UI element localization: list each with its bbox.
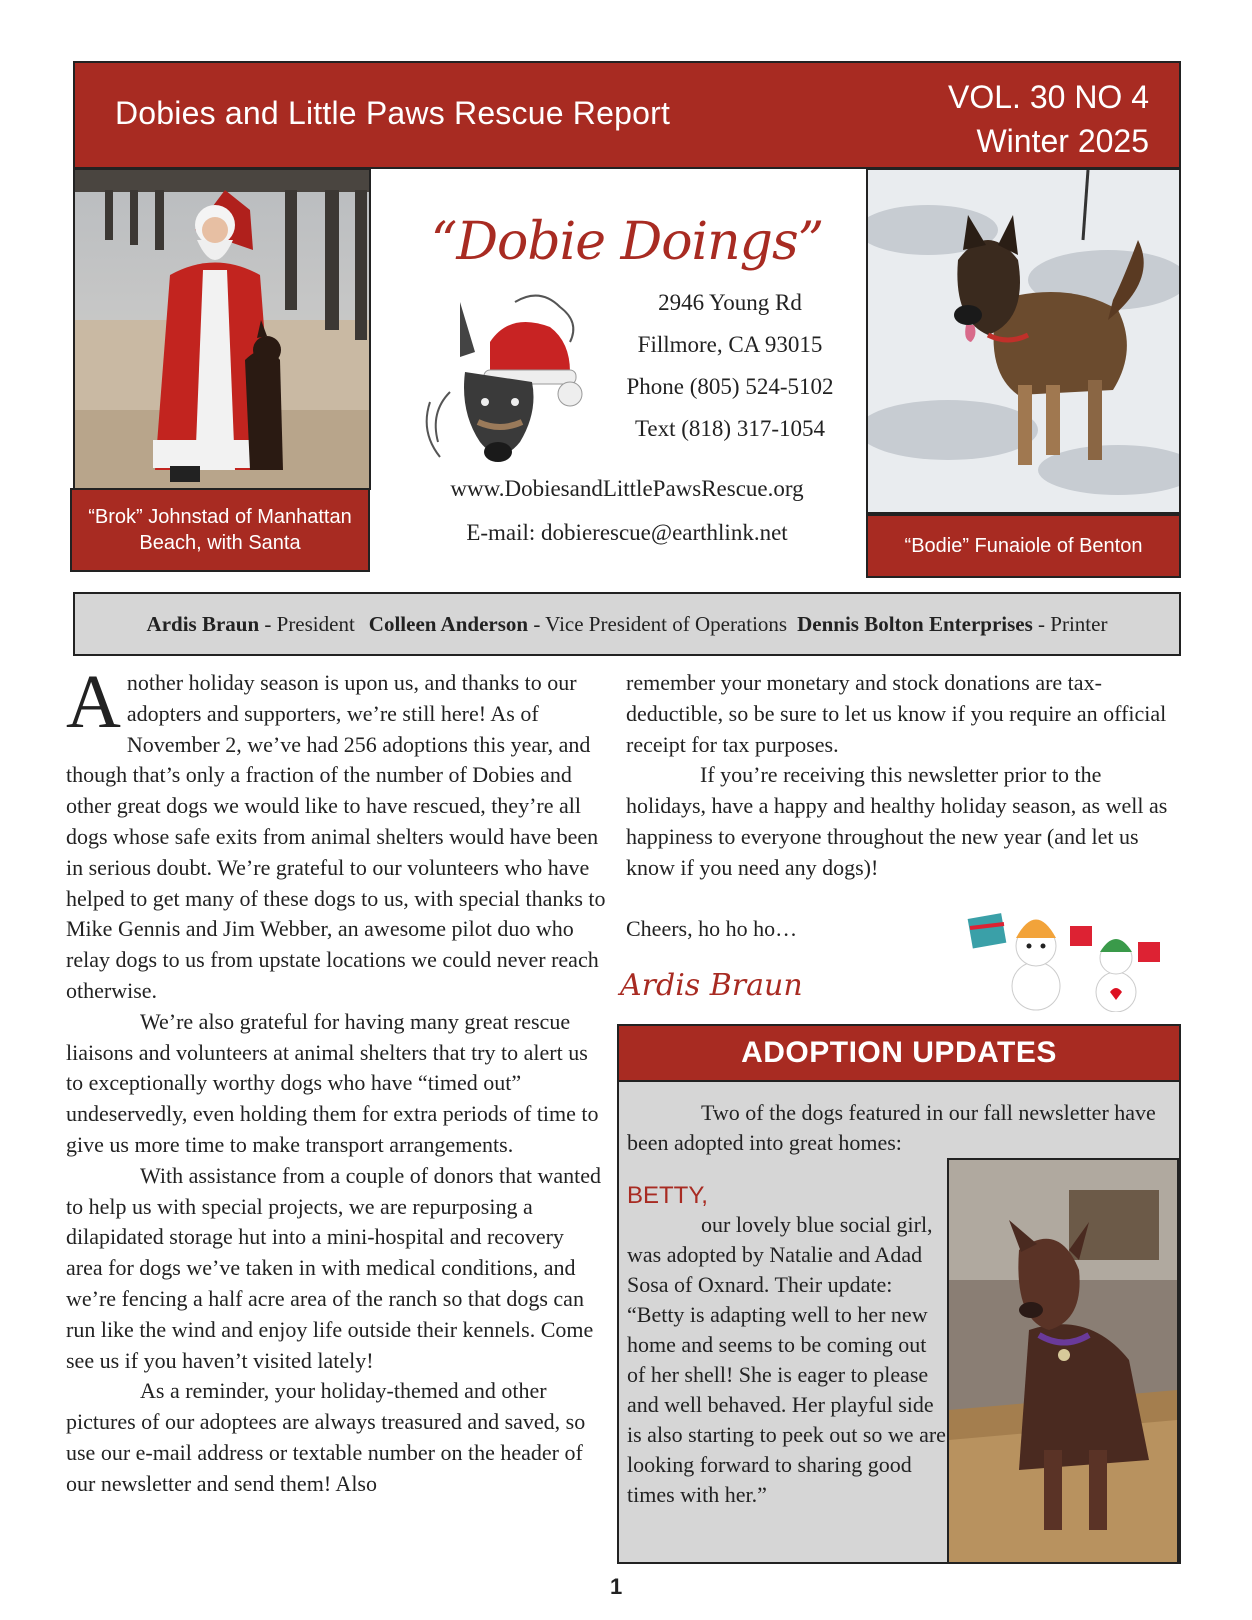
- volume-label: VOL. 30 NO 4: [948, 79, 1149, 115]
- issue-label: Winter 2025: [976, 123, 1149, 159]
- bodie-snow-photo: [866, 168, 1181, 514]
- address-line1: 2946 Young Rd: [658, 290, 802, 315]
- header-banner: [73, 61, 1181, 169]
- article-paragraph-5: remember your monetary and stock donations are tax-deductible, so be sure to let us know if you require an official receipt for tax purposes.: [626, 670, 1167, 757]
- newsletter-title: Dobies and Little Paws Rescue Report: [115, 95, 671, 131]
- betty-photo: [947, 1158, 1179, 1564]
- issue-info: [948, 75, 1149, 163]
- article-paragraph-6: If you’re receiving this newsletter prior to the holidays, have a happy and healthy holiday season, as well as happiness to everyone throughout the new year (and let us know if you need any dogs)!: [626, 762, 1168, 880]
- brok-santa-photo: [73, 168, 371, 490]
- adoption-updates-heading: ADOPTION UPDATES: [617, 1024, 1181, 1082]
- article-paragraph-4: As a reminder, your holiday-themed and other pictures of our adoptees are always treasured and saved, so use our e-mail address or textable number on the header of our newsletter and send them! Also: [66, 1378, 586, 1496]
- masthead: [380, 172, 874, 590]
- bodie-caption: “Bodie” Funaiole of Benton: [866, 514, 1181, 578]
- officers-bar: [73, 592, 1181, 656]
- article-paragraph-1: Another holiday season is upon us, and thanks to our adopters and supporters, we’re still here! As of November 2, we’ve had 256 adoptions this year, and though that’s only a fraction of the number of Dobies and other great dogs we would like to have rescued, they’re all dogs whose safe exits from animal shelters would have been in serious doubt. We’re grateful to our volunteers who have helped to get many of these dogs to us, with special thanks to Mike Gennis and Jim Webber, an awesome pilot duo who relay dogs to us from upstate locations we could never reach otherwise.: [66, 660, 606, 1003]
- brok-caption: “Brok” Johnstad of Manhattan Beach, with Santa: [70, 488, 370, 572]
- adoption-intro: Two of the dogs featured in our fall newsletter have been adopted into great homes:: [627, 1100, 1156, 1155]
- officer-printer: Dennis Bolton Enterprises - Printer: [797, 611, 1108, 636]
- email-link[interactable]: E-mail: dobierescue@earthlink.net: [466, 520, 788, 545]
- adoption-updates-box: [617, 1080, 1181, 1564]
- article-left-column: [66, 660, 606, 1500]
- drop-cap: A: [66, 660, 121, 744]
- article-paragraph-3: With assistance from a couple of donors that wanted to help us with special projects, we are repurposing a dilapidated storage hut into a mini-hospital and recovery area for dogs we’ve taken in with medical conditions, and we’re fencing a half acre area of the ranch so that dogs can run like the wind and enjoy life outside their kennels. Come see us if you haven’t visited lately!: [66, 1162, 601, 1373]
- article-paragraph-2: We’re also grateful for having many great rescue liaisons and volunteers at animal shelters that try to alert us to exceptionally worthy dogs who have “timed out” undeservedly, even holding them for extra periods of time to give us more time to make transport arrangements.: [66, 1008, 599, 1157]
- snowmen-illustration: [966, 896, 1166, 1012]
- officer-president: Ardis Braun - President: [146, 611, 355, 636]
- text-number[interactable]: Text (818) 317-1054: [634, 416, 826, 441]
- doberman-santa-hat-illustration: [420, 282, 590, 472]
- page-number: 1: [610, 1574, 623, 1599]
- masthead-title: “Dobie Doings”: [430, 212, 824, 272]
- betty-name: BETTY,: [627, 1182, 708, 1209]
- closing-line: Cheers, ho ho ho…: [626, 915, 798, 941]
- address-line2: Fillmore, CA 93015: [637, 332, 823, 357]
- signature: Ardis Braun: [620, 968, 803, 1003]
- website-link[interactable]: www.DobiesandLittlePawsRescue.org: [450, 476, 804, 501]
- officer-vice-president: Colleen Anderson - Vice President of Operations: [368, 611, 788, 636]
- betty-story: our lovely blue social girl, was adopted by Natalie and Adad Sosa of Oxnard. Their update: “Betty is adapting well to her new home and seems to be coming out of her shell! She is eager to please and well behaved. Her playful side is also starting to peek out so we are looking forward to sharing good times with her.”: [627, 1212, 946, 1507]
- phone-number[interactable]: Phone (805) 524-5102: [626, 374, 834, 399]
